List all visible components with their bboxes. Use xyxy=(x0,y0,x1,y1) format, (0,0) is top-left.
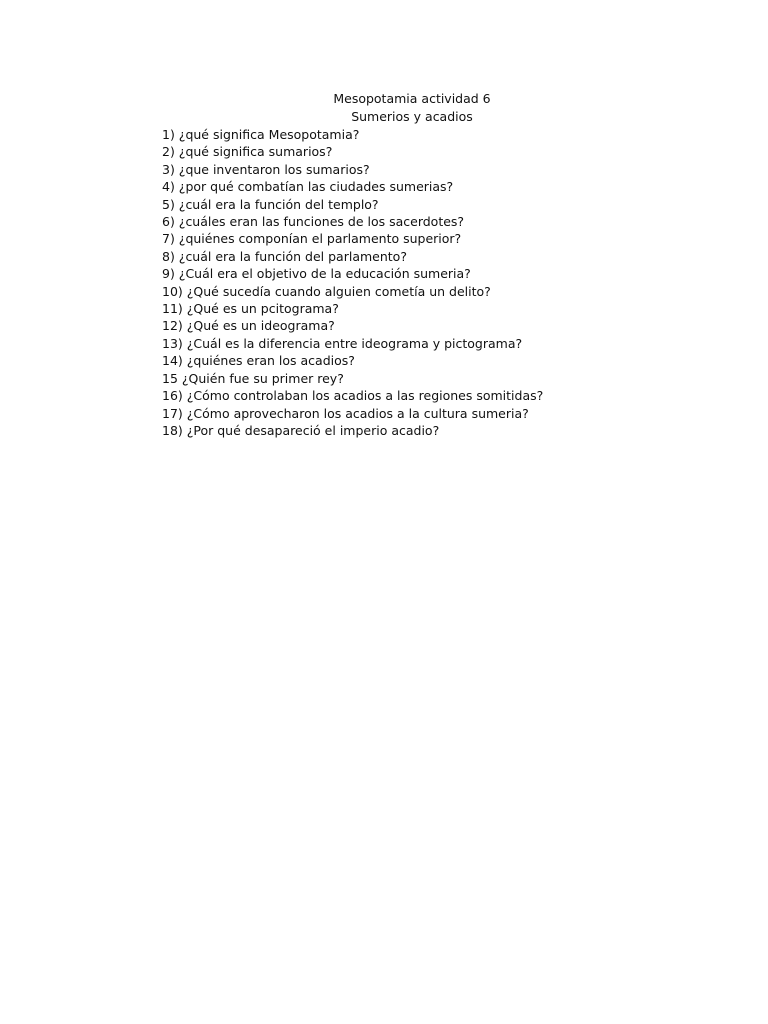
question-item: 18) ¿Por qué desapareció el imperio acadio? xyxy=(162,422,440,438)
document-title: Mesopotamia actividad 6 xyxy=(333,91,491,106)
question-item: 2) ¿qué significa sumarios? xyxy=(162,144,333,160)
question-item: 3) ¿que inventaron los sumarios? xyxy=(162,161,370,177)
document-header xyxy=(162,90,662,125)
question-item: 1) ¿qué significa Mesopotamia? xyxy=(162,127,360,142)
question-item: 12) ¿Qué es un ideograma? xyxy=(162,318,335,334)
question-item: 17) ¿Cómo aprovecharon los acadios a la cultura sumeria? xyxy=(162,405,529,421)
question-item: 13) ¿Cuál es la diferencia entre ideograma y pictograma? xyxy=(162,335,523,351)
question-item: 14) ¿quiénes eran los acadios? xyxy=(162,353,355,369)
question-item: 5) ¿cuál era la función del templo? xyxy=(162,196,379,212)
question-item: 4) ¿por qué combatían las ciudades sumerias? xyxy=(162,179,454,195)
question-item: 7) ¿quiénes componían el parlamento superior? xyxy=(162,231,462,247)
question-list xyxy=(162,126,722,439)
question-item: 15 ¿Quién fue su primer rey? xyxy=(162,370,344,386)
question-item: 6) ¿cuáles eran las funciones de los sacerdotes? xyxy=(162,214,465,230)
question-item: 9) ¿Cuál era el objetivo de la educación sumeria? xyxy=(162,266,471,282)
question-item: 11) ¿Qué es un pcitograma? xyxy=(162,301,339,317)
document-subtitle: Sumerios y acadios xyxy=(351,108,473,124)
question-item: 8) ¿cuál era la función del parlamento? xyxy=(162,248,407,264)
question-item: 16) ¿Cómo controlaban los acadios a las regiones somitidas? xyxy=(162,388,544,404)
question-item: 10) ¿Qué sucedía cuando alguien cometía un delito? xyxy=(162,283,491,299)
